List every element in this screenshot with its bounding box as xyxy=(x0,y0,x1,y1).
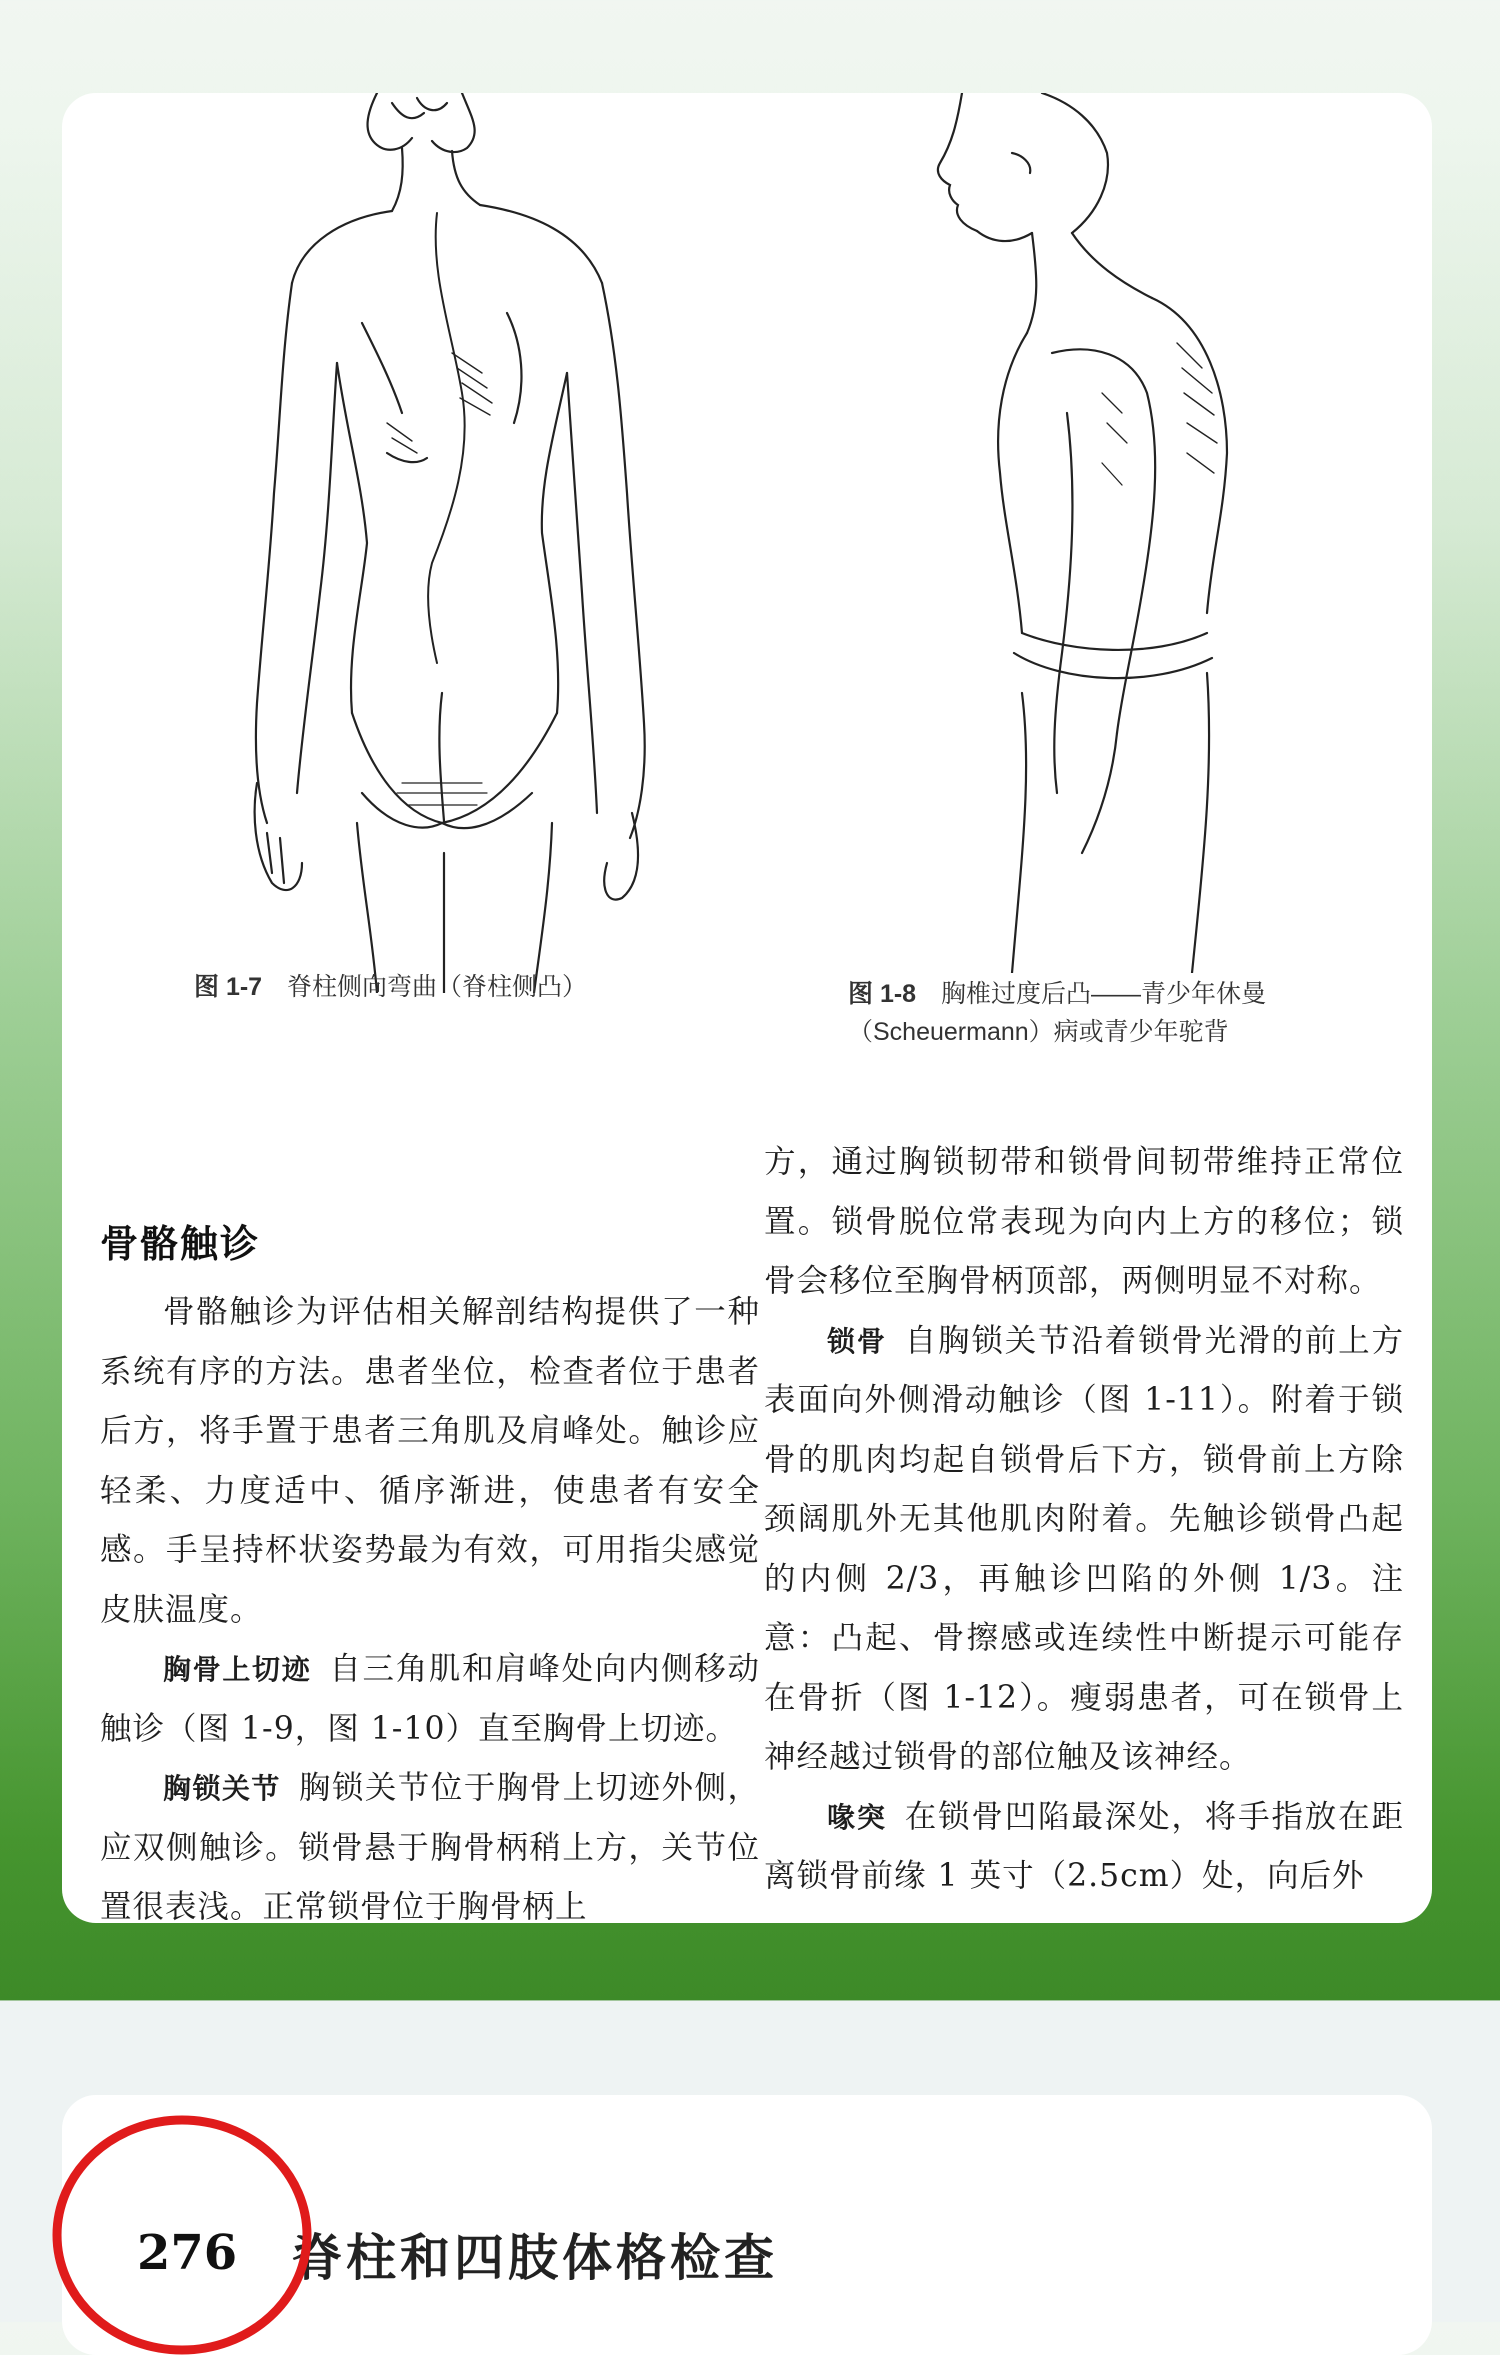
figure-caption-left xyxy=(194,968,587,1006)
page-card xyxy=(62,93,1432,1923)
figure-caption-right xyxy=(848,975,1266,1051)
text-sternoclavicular-joint: 胸锁关节位于胸骨上切迹外侧，应双侧触诊。锁骨悬于胸骨柄稍上方，关节位置很表浅。正常锁骨位于胸骨柄上 xyxy=(100,1770,760,1923)
paragraph-coracoid xyxy=(764,1788,1404,1907)
kyphosis-side-illustration xyxy=(922,93,1342,973)
text-clavicle: 自胸锁关节沿着锁骨光滑的前上方表面向外侧滑动触诊（图 1-11）。附着于锁骨的肌肉均起自锁骨后下方，锁骨前上方除颈阔肌外无其他肌肉附着。先触诊锁骨凸起的内侧 2/3，再触诊凹陷的外侧 1/3。注意：凸起、骨擦感或连续性中断提示可能存在骨折（图 1-12）。瘦弱患者，可在锁骨上神经越过锁骨的部位触及该神经。 xyxy=(764,1322,1404,1775)
term-clavicle: 锁骨 xyxy=(827,1324,887,1358)
text-column-left xyxy=(100,1283,760,1923)
text-column-right xyxy=(764,1133,1404,1907)
term-suprasternal-notch: 胸骨上切迹 xyxy=(163,1653,312,1686)
figure-label-left: 图 1-7 xyxy=(194,973,263,1001)
figure-label-right: 图 1-8 xyxy=(848,980,917,1008)
highlight-circle xyxy=(45,2095,320,2355)
paragraph-clavicle xyxy=(764,1312,1404,1788)
paragraph-continuation: 方，通过胸锁韧带和锁骨间韧带维持正常位置。锁骨脱位常表现为向内上方的移位；锁骨会移位至胸骨柄顶部，两侧明显不对称。 xyxy=(764,1144,1404,1299)
scoliosis-back-illustration xyxy=(162,93,722,993)
chapter-title: 脊柱和四肢体格检查 xyxy=(292,2229,778,2287)
section-title: 骨骼触诊 xyxy=(100,1222,261,1266)
figure-caption-right-line1: 胸椎过度后凸——青少年休曼 xyxy=(941,980,1267,1008)
text-coracoid: 在锁骨凹陷最深处，将手指放在距离锁骨前缘 1 英寸（2.5cm）处，向后外 xyxy=(764,1798,1404,1894)
figure-caption-right-line2: （Scheuermann）病或青少年驼背 xyxy=(848,1018,1229,1046)
text-suprasternal-notch: 自三角肌和肩峰处向内侧移动触诊（图 1-9，图 1-10）直至胸骨上切迹。 xyxy=(100,1651,760,1747)
page-number: 276 xyxy=(137,2225,238,2281)
paragraph-suprasternal-notch xyxy=(100,1640,760,1759)
figure-caption-left-text: 脊柱侧向弯曲（脊柱侧凸） xyxy=(287,973,588,1001)
term-coracoid: 喙突 xyxy=(827,1800,887,1834)
term-sternoclavicular-joint: 胸锁关节 xyxy=(163,1772,281,1805)
paragraph-intro: 骨骼触诊为评估相关解剖结构提供了一种系统有序的方法。患者坐位，检查者位于患者后方，将手置于患者三角肌及肩峰处。触诊应轻柔、力度适中、循序渐进，使患者有安全感。手呈持杯状姿势最为有效，可用指尖感觉皮肤温度。 xyxy=(100,1294,760,1628)
paragraph-sternoclavicular-joint xyxy=(100,1759,760,1923)
